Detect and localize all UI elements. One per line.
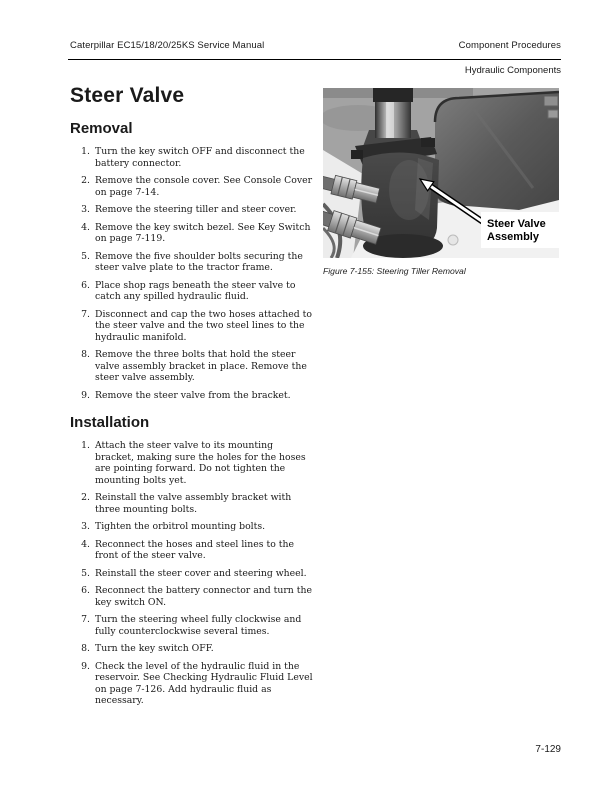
step-number: 9. xyxy=(81,389,90,401)
column-cap xyxy=(373,88,413,102)
step-text: Tighten the orbitrol mounting bolts. xyxy=(95,521,266,532)
bolt xyxy=(544,96,558,106)
step-text: Remove the five shoulder bolts securing the steer valve plate to the tractor frame. xyxy=(95,250,303,273)
callout-label xyxy=(481,212,559,248)
step-text: Remove the three bolts that hold the steer valve assembly bracket in place. Remove the steer valve assembly. xyxy=(95,349,307,383)
plate-hole xyxy=(448,235,458,245)
procedure-step xyxy=(70,661,314,707)
procedure-step xyxy=(70,614,314,637)
step-number: 7. xyxy=(81,308,90,320)
figure-caption: Figure 7-155: Steering Tiller Removal xyxy=(323,266,466,276)
step-number: 4. xyxy=(81,221,90,233)
mount-tab xyxy=(421,138,435,147)
procedure-step xyxy=(70,309,314,344)
header-manual-title: Caterpillar EC15/18/20/25KS Service Manual xyxy=(70,40,265,51)
step-text: Turn the key switch OFF. xyxy=(95,643,214,654)
procedure-step xyxy=(70,539,314,562)
steer-valve-photo-art xyxy=(323,88,559,258)
step-text: Disconnect and cap the two hoses attached to the steer valve and the two steel lines to the hydraulic manifold. xyxy=(95,308,312,343)
step-text: Reinstall the valve assembly bracket with three mounting bolts. xyxy=(95,492,292,515)
step-number: 1. xyxy=(81,146,90,157)
step-number: 5. xyxy=(81,250,90,262)
section-heading: Installation xyxy=(70,414,150,431)
callout-label-line1: Steer Valve xyxy=(487,218,546,230)
step-text: Remove the steering tiller and steer cover. xyxy=(95,204,297,215)
bolt xyxy=(548,110,558,118)
step-number: 9. xyxy=(81,660,90,672)
cover-shape xyxy=(435,92,559,210)
step-text: Check the level of the hydraulic fluid in the reservoir. See Checking Hydraulic Fluid Level on page 7-126. Add hydraulic fluid as necessary. xyxy=(95,660,313,706)
step-number: 4. xyxy=(81,538,90,550)
step-number: 2. xyxy=(81,175,90,186)
column-highlight xyxy=(386,102,394,138)
step-number: 8. xyxy=(81,643,90,654)
mount-tab xyxy=(351,150,363,159)
procedure-step xyxy=(70,521,314,533)
step-number: 2. xyxy=(81,492,90,503)
page-title: Steer Valve xyxy=(70,84,185,107)
procedure-step xyxy=(70,251,314,274)
procedure-step xyxy=(70,175,314,198)
step-text: Reinstall the steer cover and steering wheel. xyxy=(95,567,307,579)
procedure-step xyxy=(70,280,314,303)
procedure-step xyxy=(70,585,314,608)
step-text: Remove the steer valve from the bracket. xyxy=(95,389,291,401)
procedure-step xyxy=(70,390,314,402)
procedure-step xyxy=(70,440,314,486)
step-number: 3. xyxy=(81,521,90,532)
section-heading: Removal xyxy=(70,120,133,137)
step-text: Reconnect the hoses and steel lines to the front of the steer valve. xyxy=(95,538,294,561)
procedure-step xyxy=(70,204,314,216)
procedure-list xyxy=(70,146,314,401)
step-number: 1. xyxy=(81,440,90,451)
header-section: Hydraulic Components xyxy=(464,65,561,76)
page-header xyxy=(70,40,561,51)
step-text: Turn the key switch OFF and disconnect the battery connector. xyxy=(95,146,305,169)
procedure-step xyxy=(70,146,314,169)
procedure-list xyxy=(70,440,314,707)
step-text: Place shop rags beneath the steer valve to catch any spilled hydraulic fluid. xyxy=(95,279,296,302)
header-rule xyxy=(68,59,561,60)
step-number: 7. xyxy=(81,614,90,625)
step-number: 5. xyxy=(81,567,90,579)
step-number: 6. xyxy=(81,585,90,596)
figure-steering-tiller-removal xyxy=(323,88,559,276)
sections xyxy=(70,121,314,707)
step-text: Turn the steering wheel fully clockwise and fully counterclockwise several times. xyxy=(95,614,302,637)
step-number: 6. xyxy=(81,279,90,291)
procedure-step xyxy=(70,568,314,580)
step-text: Reconnect the battery connector and turn the key switch ON. xyxy=(95,585,312,608)
step-text: Attach the steer valve to its mounting bracket, making sure the holes for the hoses are pointing forward. Do not tighten the mounting bolts yet. xyxy=(95,440,306,486)
steer-valve-photo xyxy=(323,88,559,258)
procedure-step xyxy=(70,643,314,655)
content-column xyxy=(70,85,314,713)
procedure-step xyxy=(70,222,314,245)
step-text: Remove the console cover. See Console Cover on page 7-14. xyxy=(95,175,313,198)
step-text: Remove the key switch bezel. See Key Switch on page 7-119. xyxy=(95,221,311,244)
step-number: 8. xyxy=(81,349,90,360)
callout-label-line2: Assembly xyxy=(487,231,539,243)
procedure-step xyxy=(70,349,314,384)
procedure-step xyxy=(70,492,314,515)
page-number: 7-129 xyxy=(535,744,561,755)
header-chapter: Component Procedures xyxy=(458,40,561,51)
step-number: 3. xyxy=(81,204,90,215)
